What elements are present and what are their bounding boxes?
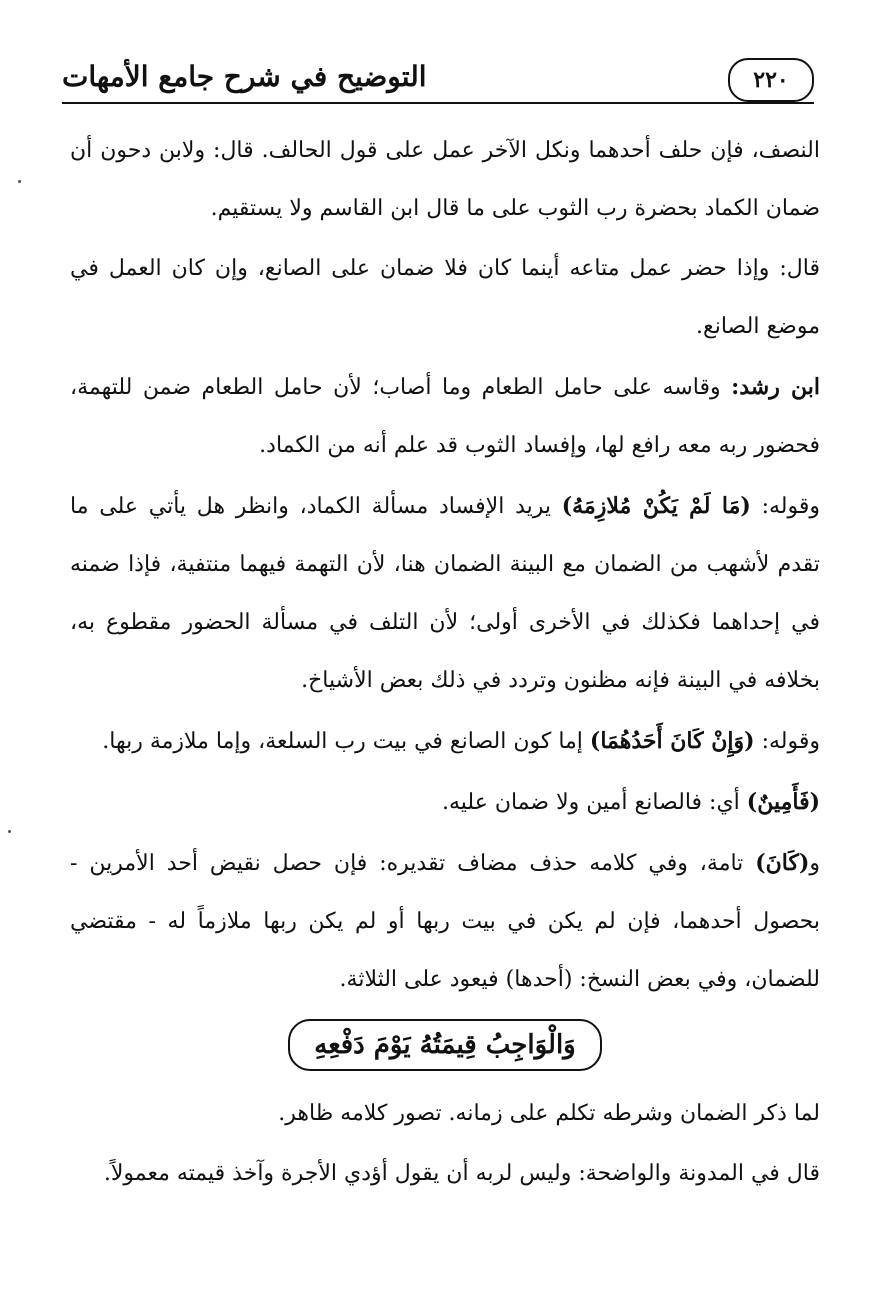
paragraph-text: قال: وإذا حضر عمل متاعه أينما كان فلا ضمان على الصانع، وإن كان العمل في موضع الصانع. xyxy=(70,256,820,339)
header-rule xyxy=(62,102,814,104)
paragraph-lead: ابن رشد: xyxy=(731,374,820,400)
page-number-frame xyxy=(728,58,814,102)
paragraph-text: يريد الإفساد مسألة الكماد، وانظر هل يأتي على ما تقدم لأشهب من الضمان مع البينة الضمان هنا، لأن التهمة فيهما منتفية، فإذا ضمنه في إحداهما فكذلك في الأخرى أولى؛ لأن التلف في مسألة الحضور مقطوع به، بخلافه في البينة فإنه مظنون وتردد في ذلك بعض الأشياخ. xyxy=(70,494,820,693)
paragraph-text: إما كون الصانع في بيت رب السلعة، وإما ملازمة ربها. xyxy=(102,729,590,754)
paragraph-prefix: وقوله: xyxy=(750,494,820,519)
quoted-phrase: (فَأَمِينٌ) xyxy=(746,789,820,815)
paragraph xyxy=(70,1085,820,1143)
page-body xyxy=(70,122,820,1205)
paragraph-text: لما ذكر الضمان وشرطه تكلم على زمانه. تصور كلامه ظاهر. xyxy=(278,1101,820,1126)
paragraph-text: وقاسه على حامل الطعام وما أصاب؛ لأن حامل الطعام ضمن للتهمة، فحضور ربه معه رافع لها، وإفساد الثوب قد علم أنه من الكماد. xyxy=(70,375,820,458)
paragraph-prefix: و xyxy=(809,851,820,876)
paragraph-text: قال في المدونة والواضحة: وليس لربه أن يقول أؤدي الأجرة وآخذ قيمته معمولاً. xyxy=(103,1161,820,1186)
scan-speck xyxy=(8,830,11,833)
paragraph xyxy=(70,1145,820,1203)
paragraph xyxy=(70,358,820,475)
paragraph-text: النصف، فإن حلف أحدهما ونكل الآخر عمل على قول الحالف. قال: ولابن دحون أن ضمان الكماد بحضرة رب الثوب على ما قال ابن القاسم ولا يستقيم. xyxy=(70,138,820,221)
running-title: التوضيح في شرح جامع الأمهات xyxy=(62,60,427,93)
paragraph xyxy=(70,834,820,1009)
paragraph-text: أي: فالصانع أمين ولا ضمان عليه. xyxy=(441,790,747,815)
paragraph xyxy=(70,122,820,238)
page-header xyxy=(62,56,814,106)
section-heading-wrapper xyxy=(70,1019,820,1071)
section-heading: وَالْوَاجِبُ قِيمَتُهُ يَوْمَ دَفْعِهِ xyxy=(288,1019,601,1071)
paragraph xyxy=(70,477,820,710)
paragraph-text: تامة، وفي كلامه حذف مضاف تقديره: فإن حصل نقيض أحد الأمرين - بحصول أحدهما، فإن لم يكن في بيت ربها أو لم يكن ربها ملازماً له - مقتضي للضمان، وفي بعض النسخ: (أحدها) فيعود على الثلاثة. xyxy=(70,851,820,992)
quoted-phrase: (مَا لَمْ يَكُنْ مُلازِمَهُ) xyxy=(561,493,751,519)
quoted-phrase: (كَانَ) xyxy=(755,850,810,876)
quoted-phrase: (وَإِنْ كَانَ أَحَدُهُمَا) xyxy=(589,728,755,754)
paragraph xyxy=(70,240,820,356)
paragraph xyxy=(70,773,820,832)
page-number: ٢٢٠ xyxy=(753,67,789,93)
scan-speck xyxy=(18,180,21,183)
paragraph-prefix: وقوله: xyxy=(754,729,820,754)
paragraph xyxy=(70,712,820,771)
